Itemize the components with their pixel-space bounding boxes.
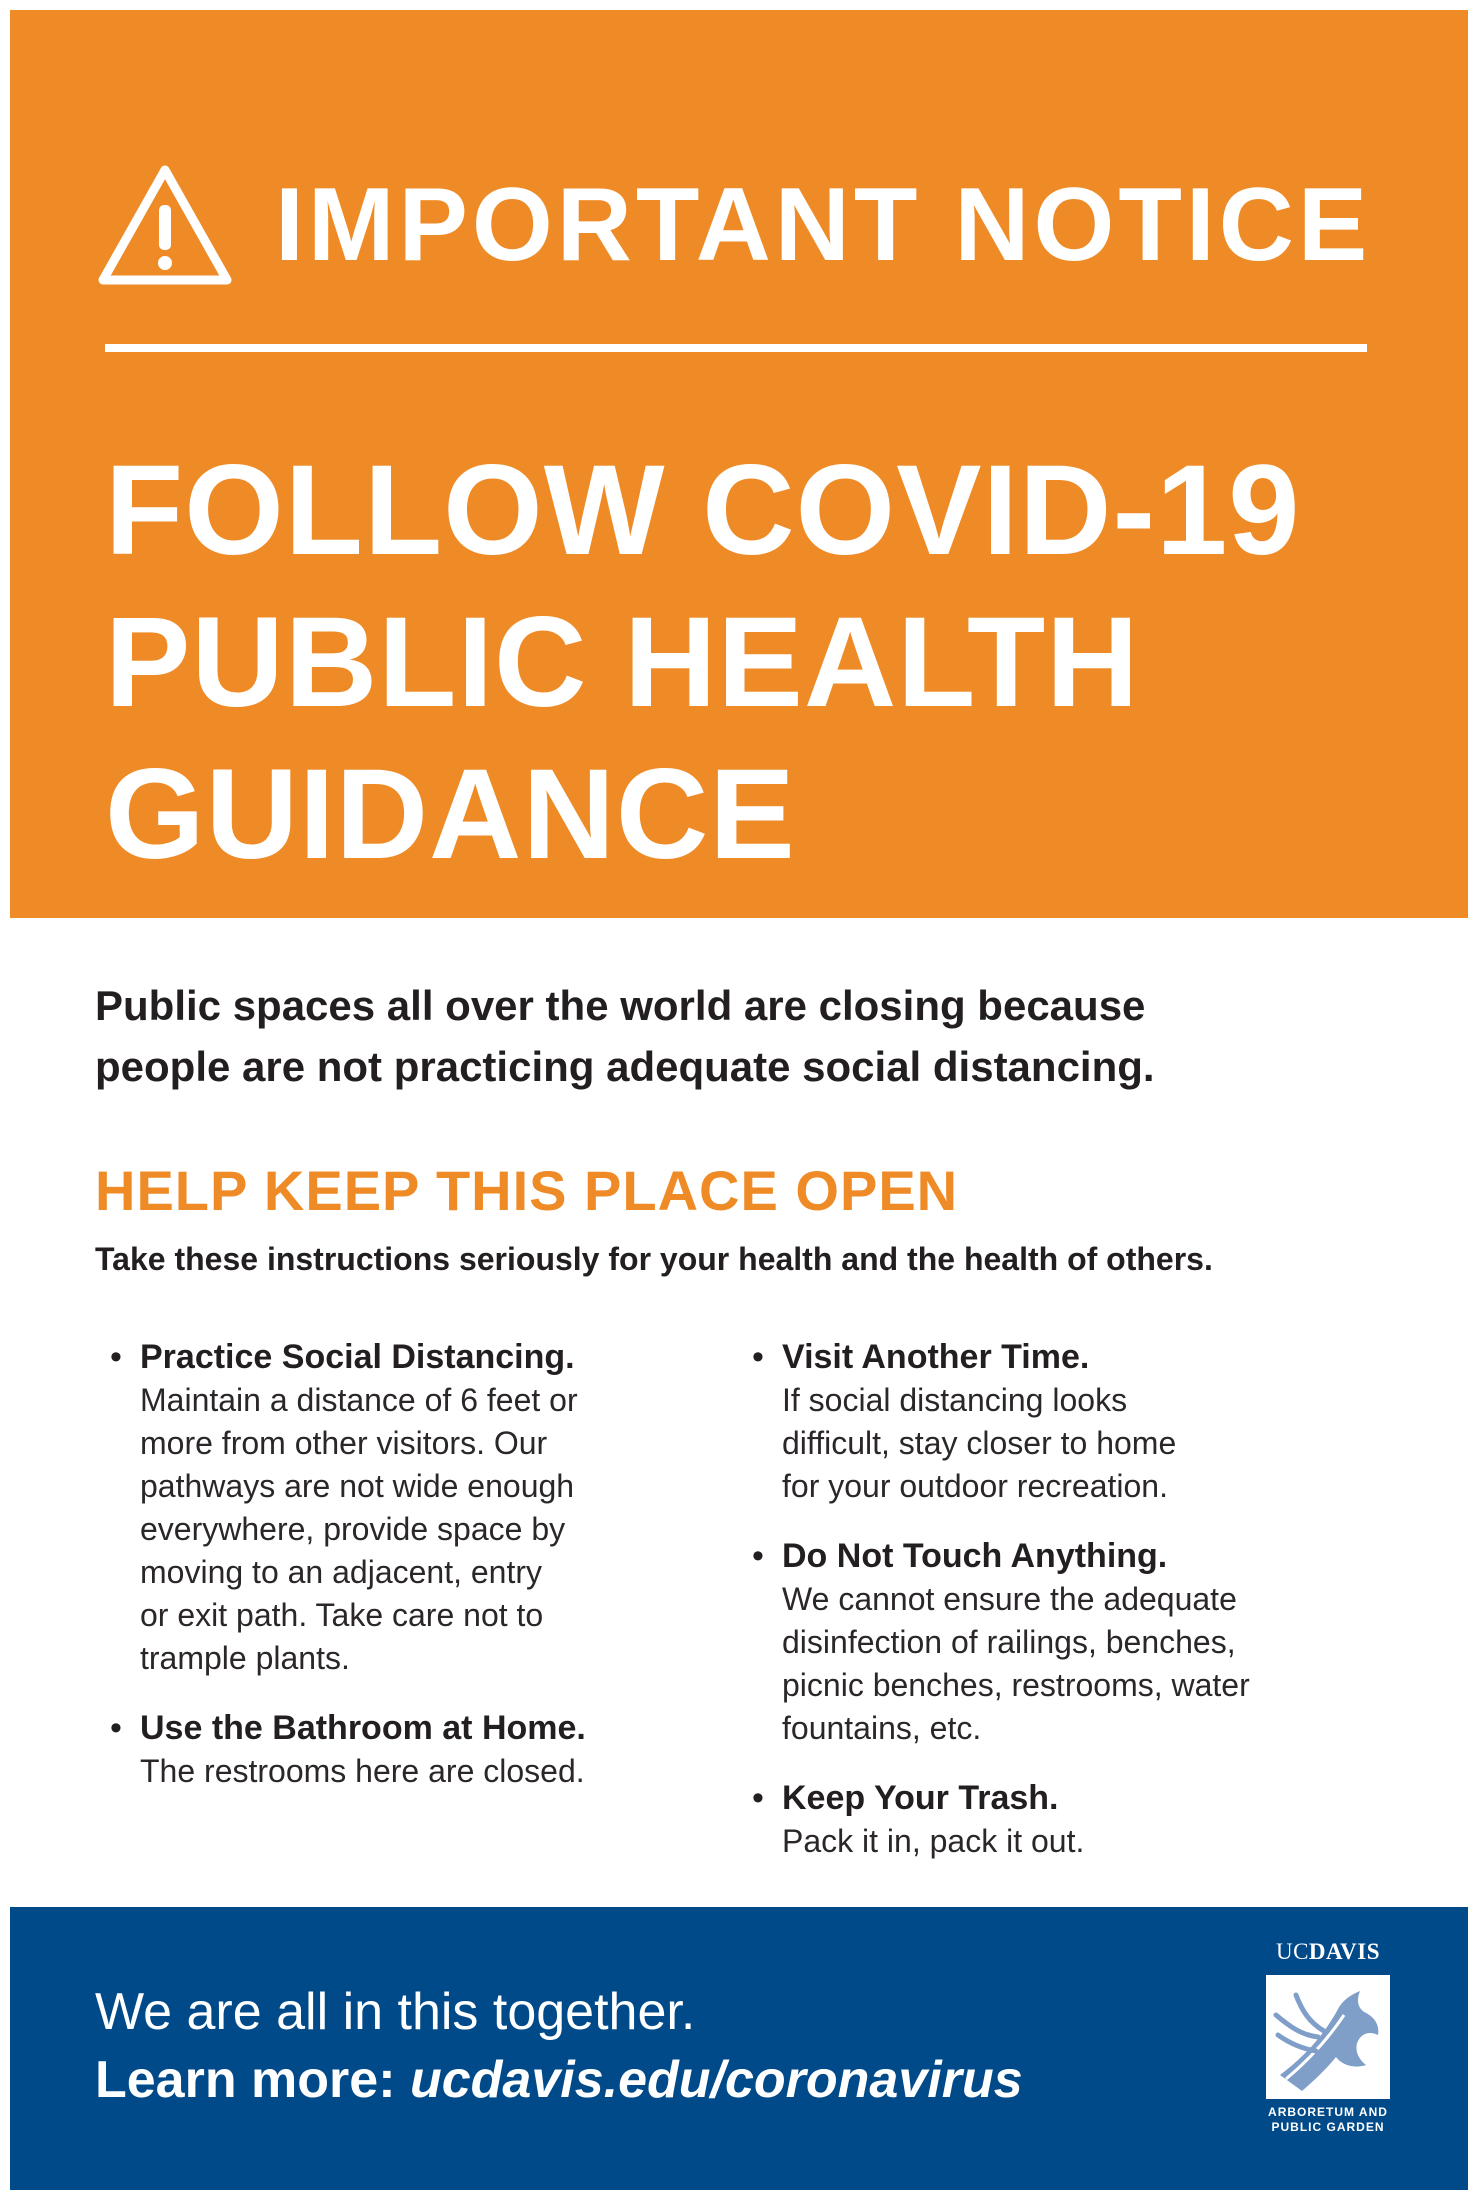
help-keep-open-heading: HELP KEEP THIS PLACE OPEN	[95, 1159, 959, 1222]
footer-banner	[10, 1907, 1468, 2190]
warning-triangle-icon	[95, 160, 235, 290]
learn-more-link[interactable]: ucdavis.edu/coronavirus	[409, 2051, 1023, 2109]
tip-heading: Visit Another Time.	[782, 1338, 1090, 1376]
wordmark-davis: DAVIS	[1308, 1939, 1381, 1964]
learn-more-line	[95, 2050, 1023, 2110]
headline-line: GUIDANCE	[105, 743, 796, 886]
arboretum-line: ARBORETUM AND	[1268, 2105, 1388, 2119]
tip-text-line: We cannot ensure the adequate	[782, 1581, 1237, 1617]
header-divider	[105, 344, 1367, 352]
tip-text-line: picnic benches, restrooms, water	[782, 1667, 1250, 1703]
headline-line: FOLLOW COVID-19	[105, 439, 1301, 582]
intro-statement	[95, 975, 1415, 1097]
uc-davis-wordmark	[1258, 1939, 1398, 1965]
tip-text-line: pathways are not wide enough	[140, 1468, 575, 1504]
headline-line: PUBLIC HEALTH	[105, 591, 1140, 734]
tip-text-line: everywhere, provide space by	[140, 1511, 566, 1547]
footer-tagline: We are all in this together.	[95, 1983, 696, 2041]
tip-heading: Practice Social Distancing.	[140, 1338, 575, 1376]
bullet: •	[752, 1338, 764, 1376]
uc-davis-arboretum-logo	[1258, 1939, 1398, 2135]
tip-do-not-touch	[752, 1534, 1352, 1750]
tips-right-column	[752, 1335, 1352, 1889]
bullet: •	[752, 1537, 764, 1575]
tip-visit-another-time	[752, 1335, 1352, 1508]
arboretum-leaf-icon	[1266, 1975, 1390, 2099]
tip-social-distancing	[110, 1335, 670, 1680]
intro-line: Public spaces all over the world are closing because	[95, 982, 1146, 1029]
tip-heading: Use the Bathroom at Home.	[140, 1709, 586, 1747]
instructions-subheading: Take these instructions seriously for your health and the health of others.	[95, 1241, 1213, 1277]
tip-text-line: or exit path. Take care not to	[140, 1597, 544, 1633]
tip-text-line: more from other visitors. Our	[140, 1425, 548, 1461]
tip-text-line: trample plants.	[140, 1640, 350, 1676]
important-notice-row	[95, 150, 1371, 300]
tip-text-line: Maintain a distance of 6 feet or	[140, 1382, 578, 1418]
tip-text-line: If social distancing looks	[782, 1382, 1128, 1418]
tip-text-line: The restrooms here are closed.	[140, 1753, 585, 1789]
tip-bathroom	[110, 1706, 670, 1793]
important-notice-title: IMPORTANT NOTICE	[275, 166, 1372, 283]
tip-text-line: Pack it in, pack it out.	[782, 1823, 1085, 1859]
intro-line: people are not practicing adequate social distancing.	[95, 1043, 1155, 1090]
tips-left-column	[110, 1335, 670, 1819]
main-headline	[105, 435, 1435, 891]
tip-heading: Do Not Touch Anything.	[782, 1537, 1168, 1575]
bullet: •	[752, 1779, 764, 1817]
wordmark-uc: UC	[1275, 1939, 1309, 1964]
bullet: •	[110, 1709, 122, 1747]
tip-keep-trash	[752, 1776, 1352, 1863]
tip-text-line: disinfection of railings, benches,	[782, 1624, 1236, 1660]
bullet: •	[110, 1338, 122, 1376]
learn-more-prefix: Learn more:	[95, 2051, 410, 2109]
tip-heading: Keep Your Trash.	[782, 1779, 1059, 1817]
tip-text-line: fountains, etc.	[782, 1710, 982, 1746]
header-banner	[10, 10, 1468, 918]
tip-text-line: for your outdoor recreation.	[782, 1468, 1168, 1504]
tip-text-line: difficult, stay closer to home	[782, 1425, 1177, 1461]
arboretum-line: PUBLIC GARDEN	[1271, 2120, 1385, 2134]
tip-text-line: moving to an adjacent, entry	[140, 1554, 543, 1590]
